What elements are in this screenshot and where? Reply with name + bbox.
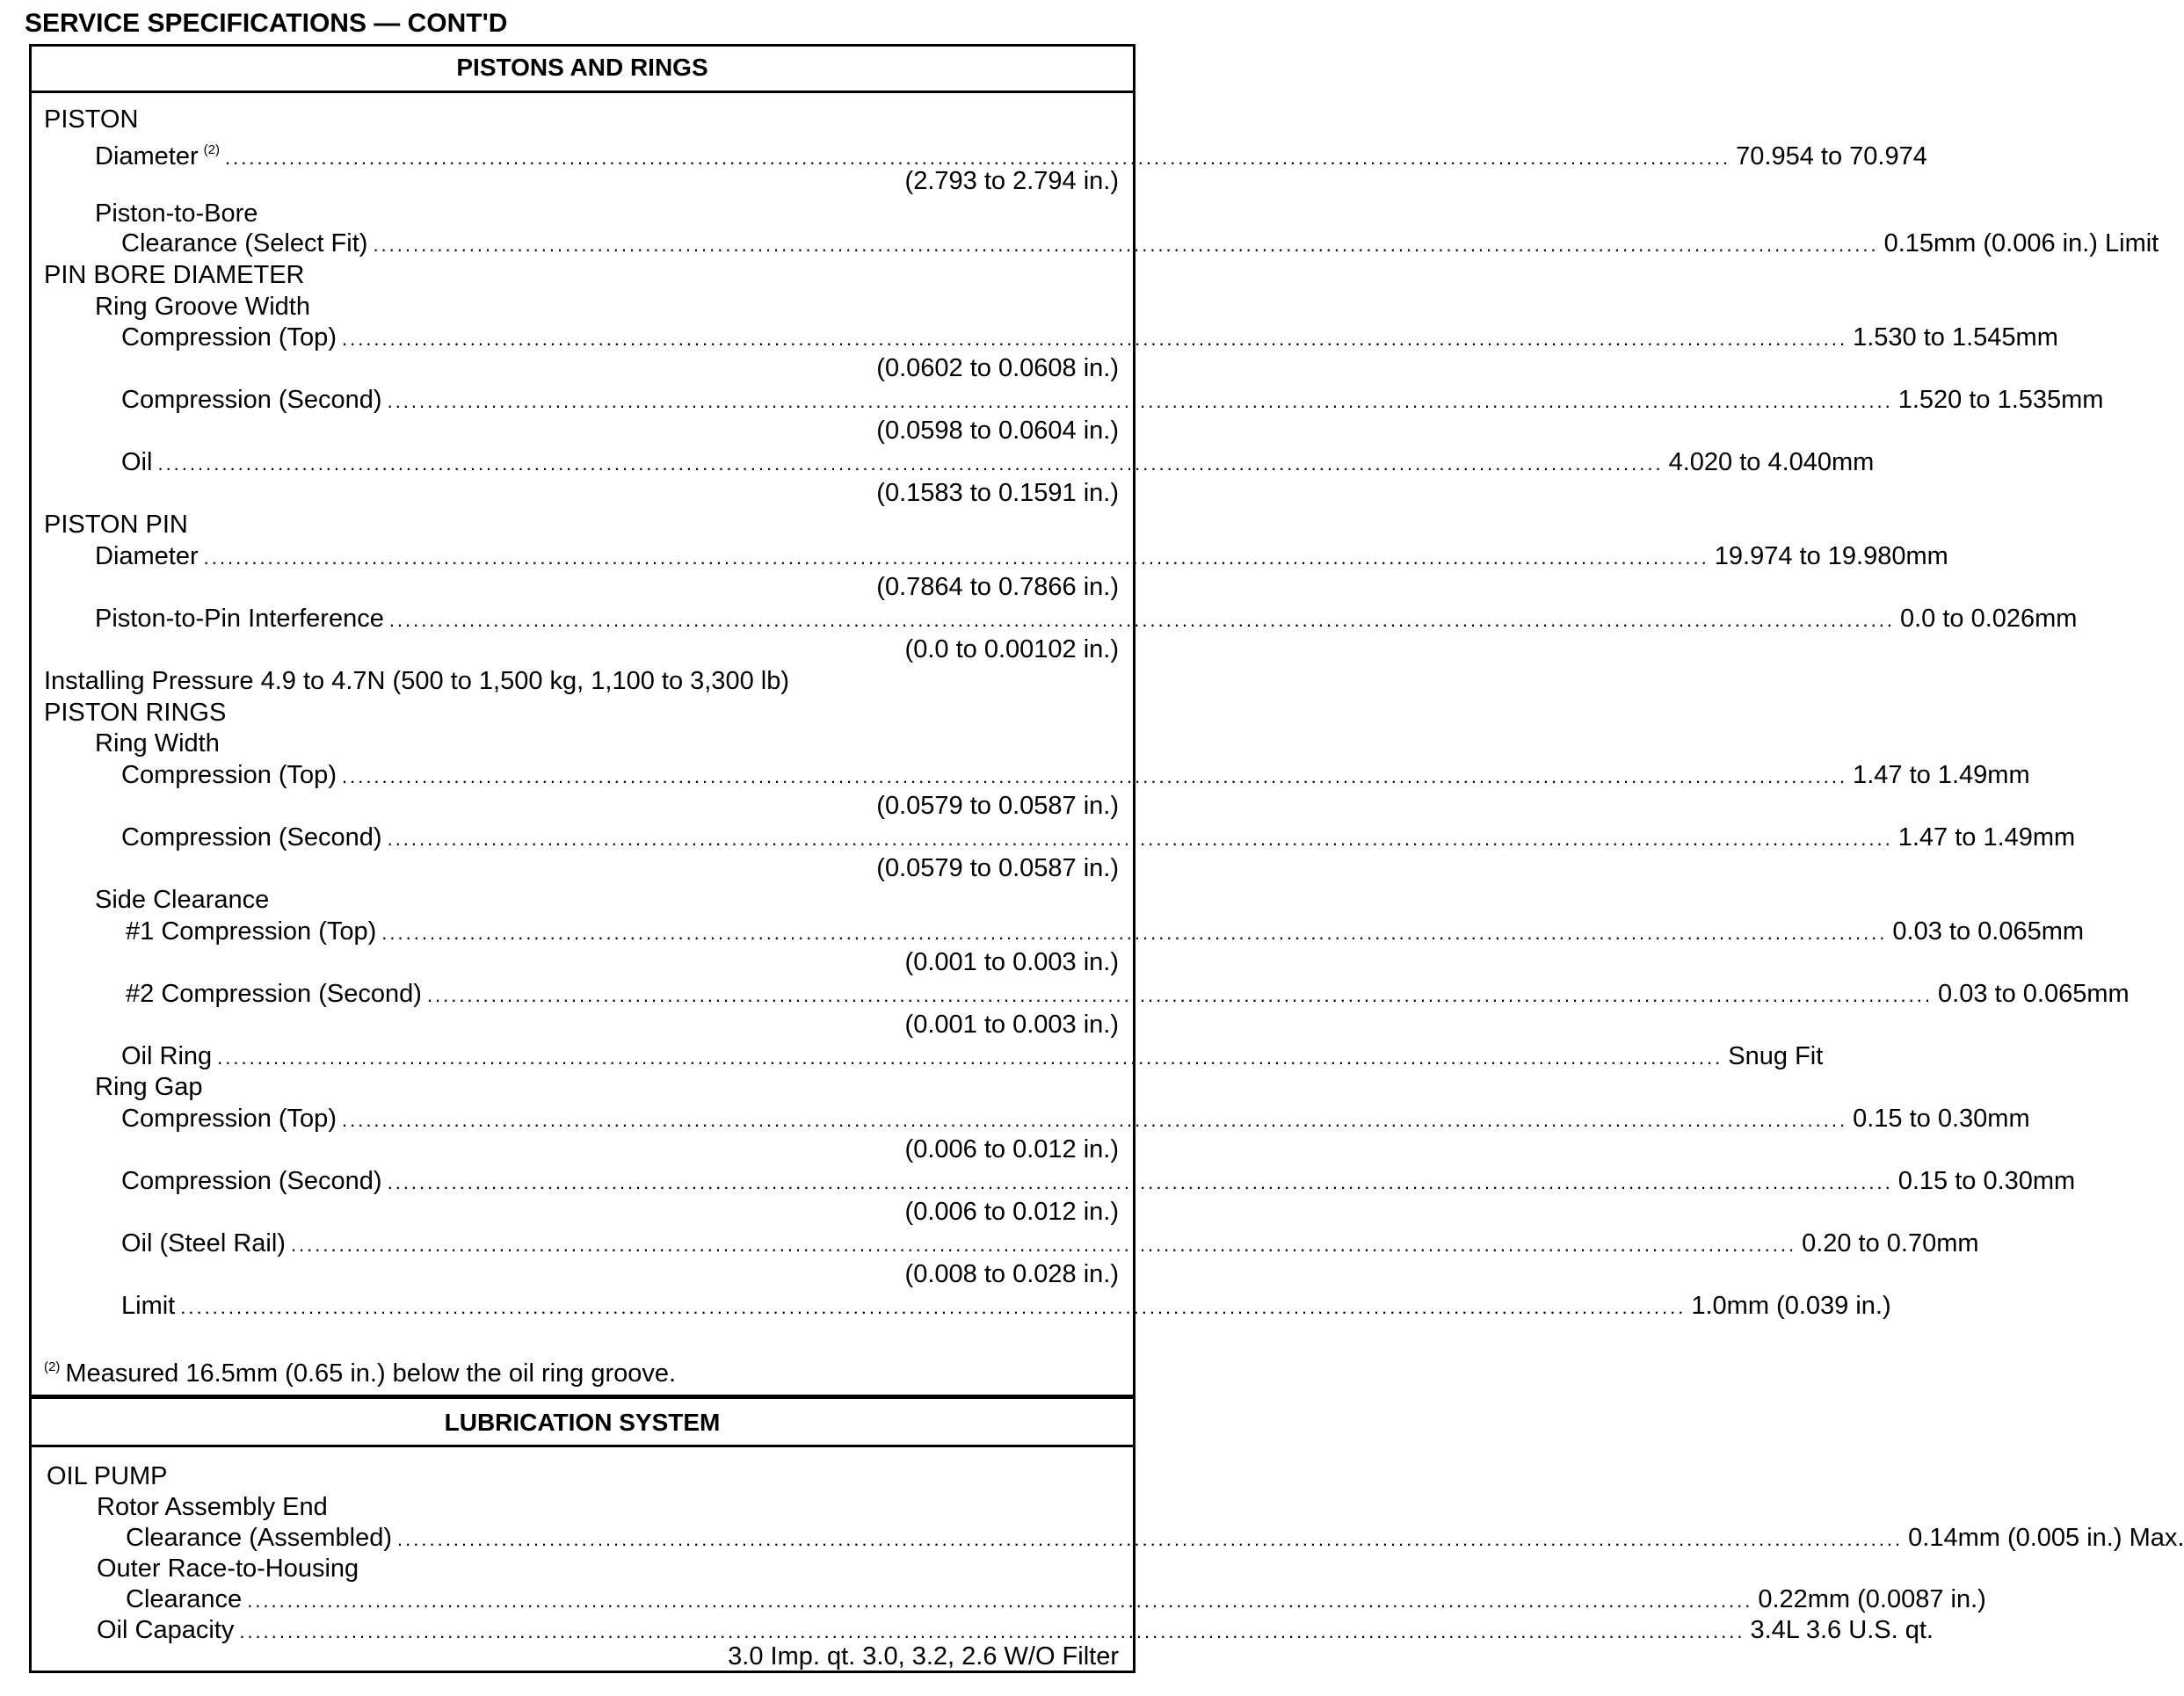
leader-dots: ............................................................................................................................................................................................ <box>290 1234 1797 1256</box>
spec-row-groove-second <box>121 384 2104 416</box>
subheading-ring-groove: Ring Groove Width <box>95 293 310 321</box>
spec-value: 1.520 to 1.535mm <box>1897 386 2104 414</box>
leader-dots: ............................................................................................................................................................................................ <box>247 1590 1753 1612</box>
spec-label: Compression (Top) <box>121 1105 337 1133</box>
spec-value: 3.4L 3.6 U.S. qt. <box>1750 1616 1934 1644</box>
spec-value-inches: (0.001 to 0.003 in.) <box>904 948 1119 976</box>
spec-value: 0.0 to 0.026mm <box>1899 605 2078 633</box>
spec-value: 0.15 to 0.30mm <box>1897 1167 2076 1195</box>
spec-row-piston-clearance <box>121 228 2159 259</box>
leader-dots: ............................................................................................................................................................................................ <box>225 147 1731 169</box>
spec-label: Outer Race-to-Housing <box>97 1555 359 1583</box>
spec-value-inches: (0.7864 to 0.7866 in.) <box>876 573 1119 601</box>
spec-row-pin-interference <box>95 603 2078 634</box>
spec-label: Compression (Top) <box>121 323 337 352</box>
section-title-lubrication: LUBRICATION SYSTEM <box>29 1395 1136 1447</box>
spec-label: Diameter <box>95 542 199 570</box>
leader-dots: ............................................................................................................................................................................................ <box>388 609 1895 631</box>
leader-dots: ............................................................................................................................................................................................ <box>426 984 1934 1006</box>
spec-row-gap-top <box>121 1103 2030 1134</box>
subheading-ring-gap: Ring Gap <box>95 1073 203 1101</box>
spec-value: 4.020 to 4.040mm <box>1668 448 1875 476</box>
spec-label: Piston-to-Bore <box>95 199 258 228</box>
leader-dots: ............................................................................................................................................................................................ <box>203 547 1709 569</box>
spec-value-inches: (0.0579 to 0.0587 in.) <box>876 854 1119 882</box>
spec-label: Piston-to-Pin Interference <box>95 605 384 633</box>
spec-value-inches: (0.0 to 0.00102 in.) <box>904 635 1119 663</box>
leader-dots: ............................................................................................................................................................................................ <box>381 922 1888 944</box>
spec-label: Oil Capacity <box>97 1616 235 1644</box>
leader-dots: ............................................................................................................................................................................................ <box>341 765 1848 787</box>
footnote-mark: (2) <box>44 1359 61 1374</box>
leader-dots: ............................................................................................................................................................................................ <box>341 328 1848 350</box>
spec-value: Snug Fit <box>1728 1042 1824 1070</box>
spec-label: Compression (Top) <box>121 761 337 789</box>
spec-value-inches: (0.001 to 0.003 in.) <box>904 1011 1119 1039</box>
spec-value: 0.22mm (0.0087 in.) <box>1758 1585 1986 1613</box>
spec-label: Compression (Second) <box>121 1167 382 1195</box>
spec-row-gap-oil <box>121 1228 1979 1259</box>
leader-dots: ............................................................................................................................................................................................ <box>387 1171 1893 1193</box>
spec-label: Oil (Steel Rail) <box>121 1229 286 1258</box>
heading-oil-pump: OIL PUMP <box>47 1462 168 1490</box>
page-title: SERVICE SPECIFICATIONS — CONT'D <box>25 9 508 38</box>
spec-row-side-1 <box>126 916 2085 947</box>
spec-label: Limit <box>121 1292 176 1320</box>
spec-label: Oil Ring <box>121 1042 213 1070</box>
spec-label: Clearance (Assembled) <box>126 1524 393 1552</box>
spec-row-gap-second <box>121 1165 2076 1197</box>
spec-row-pin-diameter <box>95 540 1948 572</box>
spec-value: 0.14mm (0.005 in.) Max. <box>1908 1524 2184 1552</box>
leader-dots: ............................................................................................................................................................................................ <box>180 1296 1687 1318</box>
spec-value-inches: (0.0598 to 0.0604 in.) <box>876 417 1119 445</box>
heading-piston: PISTON <box>44 105 139 134</box>
spec-value-inches: (0.006 to 0.012 in.) <box>904 1198 1119 1226</box>
spec-value: 0.20 to 0.70mm <box>1802 1229 1979 1258</box>
spec-row-groove-top <box>121 322 2058 353</box>
spec-row-side-2 <box>126 978 2130 1010</box>
spec-value: 1.530 to 1.545mm <box>1853 323 2058 352</box>
heading-piston-rings: PISTON RINGS <box>44 699 227 727</box>
spec-value-inches: (0.0602 to 0.0608 in.) <box>876 354 1119 382</box>
spec-row-width-top <box>121 759 2030 791</box>
spec-value: 1.47 to 1.49mm <box>1897 823 2076 852</box>
leader-dots: ............................................................................................................................................................................................ <box>341 1109 1848 1131</box>
spec-label: #2 Compression (Second) <box>126 980 422 1008</box>
spec-value: 19.974 to 19.980mm <box>1714 542 1948 570</box>
spec-row-groove-oil <box>121 446 1875 478</box>
leader-dots: ............................................................................................................................................................................................ <box>387 390 1893 412</box>
spec-row-piston-diameter <box>95 134 1927 170</box>
subheading-side-clearance: Side Clearance <box>95 886 270 914</box>
heading-piston-pin: PISTON PIN <box>44 511 188 539</box>
leader-dots: ............................................................................................................................................................................................ <box>239 1620 1745 1642</box>
spec-value-continued: 3.0 Imp. qt. 3.0, 3.2, 2.6 W/O Filter <box>728 1642 1119 1671</box>
spec-value: 0.15mm (0.006 in.) Limit <box>1883 229 2159 257</box>
spec-value-inches: (0.0579 to 0.0587 in.) <box>876 792 1119 820</box>
spec-value: 70.954 to 70.974 <box>1736 142 1927 170</box>
installing-pressure: Installing Pressure 4.9 to 4.7N (500 to 1,500 kg, 1,100 to 3,300 lb) <box>44 667 789 695</box>
spec-value-inches: (0.008 to 0.028 in.) <box>904 1260 1119 1288</box>
leader-dots: ............................................................................................................................................................................................ <box>397 1528 1904 1550</box>
leader-dots: ............................................................................................................................................................................................ <box>373 234 1879 256</box>
spec-value: 1.0mm (0.039 in.) <box>1691 1292 1891 1320</box>
footnote-ref: (2) <box>203 142 220 157</box>
footnote-text: Measured 16.5mm (0.65 in.) below the oil ring groove. <box>65 1359 677 1388</box>
spec-label: #1 Compression (Top) <box>126 917 377 946</box>
spec-row-oil-ring <box>121 1040 1824 1072</box>
spec-label: Oil <box>121 448 153 476</box>
spec-value-inches: (0.006 to 0.012 in.) <box>904 1135 1119 1163</box>
spec-value: 0.03 to 0.065mm <box>1892 917 2085 946</box>
spec-row-rotor-clearance <box>126 1522 2184 1554</box>
heading-pin-bore: PIN BORE DIAMETER <box>44 261 305 289</box>
subheading-ring-width: Ring Width <box>95 729 220 757</box>
spec-value-inches: (0.1583 to 0.1591 in.) <box>876 479 1119 507</box>
spec-label: Clearance (Select Fit) <box>121 229 368 257</box>
spec-value: 1.47 to 1.49mm <box>1853 761 2030 789</box>
leader-dots: ............................................................................................................................................................................................ <box>157 453 1664 475</box>
spec-row-gap-limit <box>121 1290 1891 1322</box>
spec-label: Rotor Assembly End <box>97 1493 328 1521</box>
footnote <box>44 1352 677 1388</box>
leader-dots: ............................................................................................................................................................................................ <box>387 828 1893 850</box>
leader-dots: ............................................................................................................................................................................................ <box>217 1047 1723 1069</box>
spec-value: 0.15 to 0.30mm <box>1853 1105 2030 1133</box>
spec-label: Compression (Second) <box>121 386 382 414</box>
spec-row-race-clearance <box>126 1584 1986 1615</box>
spec-label: Compression (Second) <box>121 823 382 852</box>
section-title-pistons: PISTONS AND RINGS <box>29 44 1136 93</box>
spec-value-inches: (2.793 to 2.794 in.) <box>904 167 1119 195</box>
spec-value: 0.03 to 0.065mm <box>1938 980 2130 1008</box>
spec-label: Diameter <box>95 142 199 170</box>
spec-row-width-second <box>121 822 2076 853</box>
spec-label: Clearance <box>126 1585 243 1613</box>
